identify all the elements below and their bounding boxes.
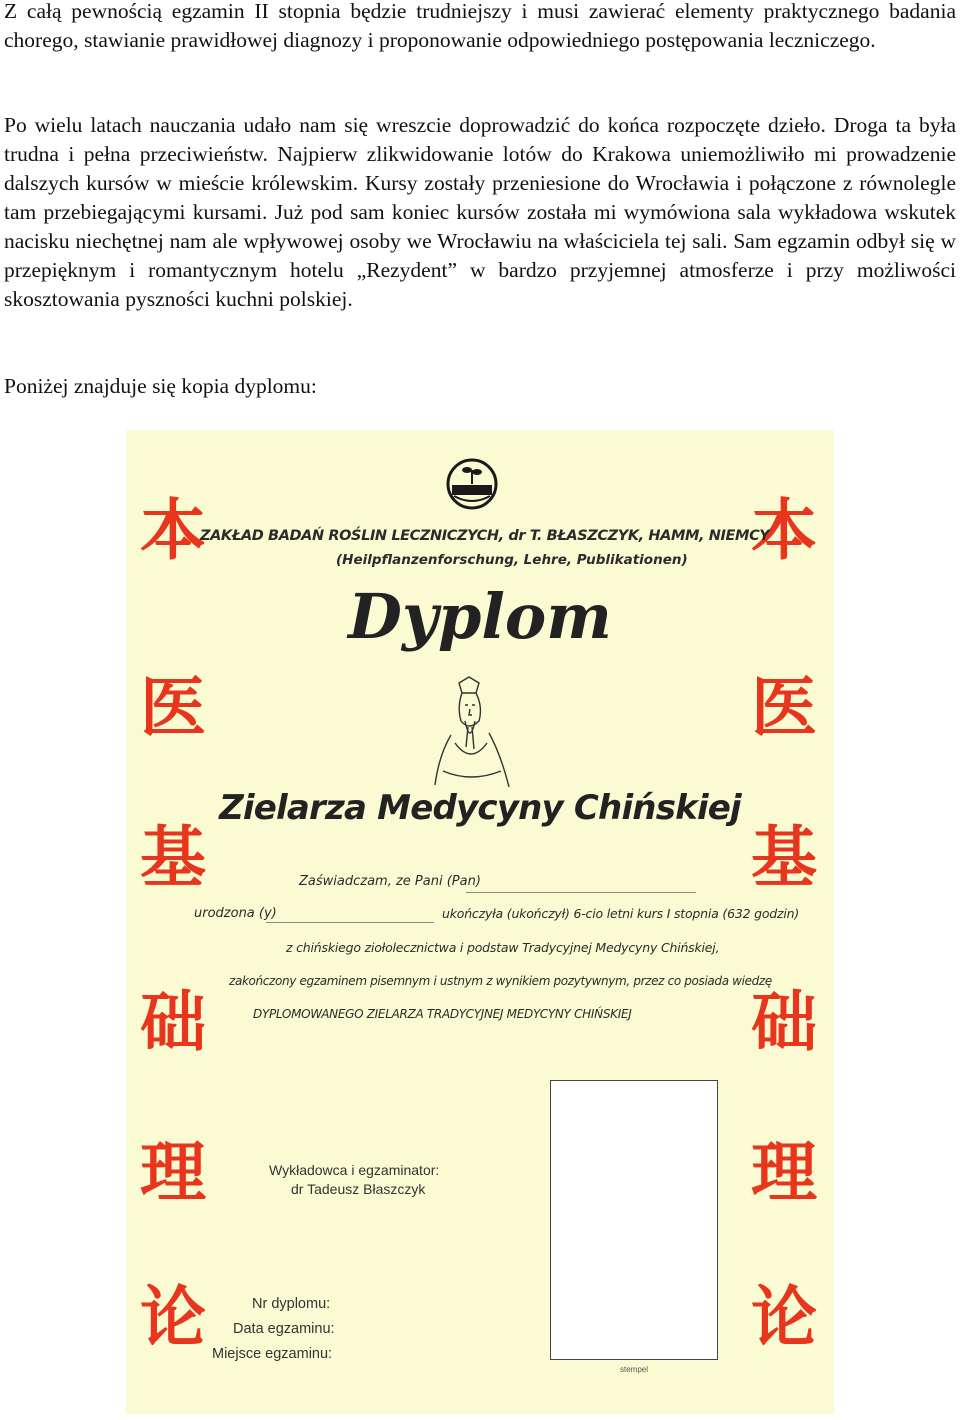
diploma-number-label: Nr dyplomu: [252, 1296, 331, 1312]
photo-placeholder-box [550, 1080, 718, 1360]
completed-course-line: ukończyła (ukończył) 6-cio letni kurs I stopnia (632 godzin) [442, 906, 800, 921]
cjk-left-2: 医 [140, 669, 206, 746]
cjk-right-5: 理 [751, 1134, 817, 1211]
sage-portrait-sketch [421, 675, 521, 795]
cjk-left-1: 本 [140, 492, 206, 569]
cjk-left-5: 理 [140, 1134, 206, 1211]
cjk-left-3: 基 [140, 819, 206, 896]
cjk-right-6: 论 [751, 1279, 817, 1356]
cjk-right-4: 础 [751, 984, 817, 1061]
exam-date-label: Data egzaminu: [233, 1321, 335, 1337]
diploma-subtitle: Zielarza Medycyny Chińskiej [219, 788, 741, 828]
name-field-line [466, 892, 696, 893]
lecturer-label: Wykładowca i egzaminator: [269, 1162, 440, 1178]
born-field-line [266, 922, 434, 923]
cjk-right-2: 医 [751, 669, 817, 746]
born-label: urodzona (y) [194, 906, 277, 921]
intro-paragraph: Z całą pewnością egzamin II stopnia będzie trudniejszy i musi zawierać elementy praktycznego badania chorego, stawianie prawidłowej diagnozy i proponowanie odpowiedniego postępowania leczniczego. [4, 0, 956, 52]
diploma-header-subtitle: (Heilpflanzenforschung, Lehre, Publikationen) [336, 552, 688, 568]
cjk-right-3: 基 [751, 819, 817, 896]
diploma-header-institute: ZAKŁAD BADAŃ ROŚLIN LECZNICZYCH, dr T. BŁASZCZYK, HAMM, NIEMCY [200, 528, 770, 544]
diploma-image [126, 430, 834, 1414]
cjk-left-4: 础 [140, 984, 206, 1061]
emblem-logo [446, 458, 498, 510]
lecturer-name: dr Tadeusz Błaszczyk [291, 1181, 426, 1197]
certify-line: Zaświadczam, ze Pani (Pan) [299, 874, 481, 889]
history-paragraph: Po wielu latach nauczania udało nam się wreszcie doprowadzić do końca rozpoczęte dzieło. Droga ta była trudna i pełna przeciwieństw. Najpierw zlikwidowanie lotów do Krakowa uniemożliwiło mi prowadzenie dalszych kursów w mieście królewskim. Kursy zostały przeniesione do Wrocławia i połączone z równolegle tam przebiegającymi kursami. Już pod sam koniec kursów została mi wymówiona sala wykładowa wskutek nacisku niechętnej nam ale wpływowej osoby we Wrocławiu na właściciela tej sali. Sam egzamin odbył się w przepięknym i romantycznym hotelu „Rezydent” w bardzo przyjemnej atmosferze i przy możliwości skosztowania pyszności kuchni polskiej. [4, 113, 956, 311]
diploma-caption: Poniżej znajduje się kopia dyplomu: [4, 374, 317, 398]
course-description: z chińskiego ziołolecznictwa i podstaw Tradycyjnej Medycyny Chińskiej, [286, 940, 720, 955]
exam-description: zakończony egzaminem pisemnym i ustnym z wynikiem pozytywnym, przez co posiada wiedzę [229, 974, 772, 988]
cjk-right-1: 本 [751, 492, 817, 569]
diploma-title: Dyplom [348, 580, 612, 653]
cjk-left-6: 论 [140, 1279, 206, 1356]
stamp-label: stempel [620, 1365, 649, 1374]
qualification-line: DYPLOMOWANEGO ZIELARZA TRADYCYJNEJ MEDYCYNY CHIŃSKIEJ [253, 1007, 632, 1021]
exam-place-label: Miejsce egzaminu: [212, 1346, 333, 1362]
